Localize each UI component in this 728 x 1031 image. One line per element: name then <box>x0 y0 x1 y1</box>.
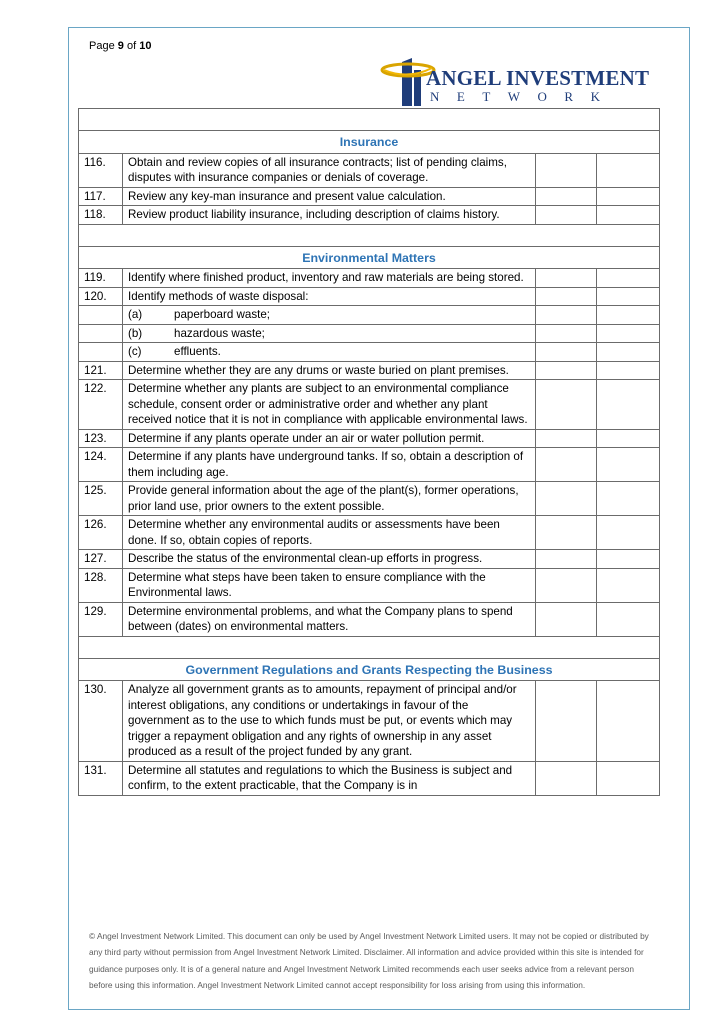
footer-disclaimer: © Angel Investment Network Limited. This document can only be used by Angel Investment Network Limited users. It may not be copied or distributed by any third party without permission from Angel Investment Network Limited. Disclaimer. All information and advice provided within this site is intended for guidance purposes only. It is of a general nature and Angel Investment Network Limited recommends each user seeks advice from a relevant person before using this information. Angel Investment Network Limited cannot accept responsibility for loss arising from using this information. <box>89 931 649 990</box>
spacer-row <box>79 224 660 246</box>
table-row: 129. Determine environmental problems, and what the Company plans to spend between (dates) on environmental matters. <box>79 602 660 636</box>
table-row: 125. Provide general information about the age of the plant(s), former operations, prior land use, prior owners to the extent possible. <box>79 482 660 516</box>
table-row: 131. Determine all statutes and regulations to which the Business is subject and confirm, to the extent practicable, that the Company is in <box>79 761 660 795</box>
table-row-sub: (c) effluents. <box>79 343 660 362</box>
page-number: Page 9 of 10 <box>89 40 152 52</box>
spacer-row <box>79 636 660 658</box>
table-row: 117. Review any key-man insurance and present value calculation. <box>79 187 660 206</box>
table-row: 130. Analyze all government grants as to amounts, repayment of principal and/or interest obligations, any conditions or undertakings in favour of the government as to the use to which funds must be put, or events which may trigger a repayment obligation and any rights of ownership in any asset produced as a result of the project funded by any grant. <box>79 681 660 762</box>
table-row-sub: (a) paperboard waste; <box>79 306 660 325</box>
section-header-environmental: Environmental Matters <box>79 246 660 269</box>
table-row-sub: (b) hazardous waste; <box>79 324 660 343</box>
angel-investment-network-logo <box>380 58 650 108</box>
due-diligence-table <box>78 108 660 796</box>
spacer-row <box>79 109 660 131</box>
table-row: 128. Determine what steps have been taken to ensure compliance with the Environmental laws. <box>79 568 660 602</box>
table-row: 121. Determine whether they are any drums or waste buried on plant premises. <box>79 361 660 380</box>
logo-title: ANGEL INVESTMENT <box>426 66 650 90</box>
table-row: 118. Review product liability insurance, including description of claims history. <box>79 206 660 225</box>
table-row: 116. Obtain and review copies of all insurance contracts; list of pending claims, disputes with insurance companies or denials of coverage. <box>79 153 660 187</box>
section-header-insurance: Insurance <box>79 131 660 154</box>
table-row: 120. Identify methods of waste disposal: <box>79 287 660 306</box>
table-row: 127. Describe the status of the environmental clean-up efforts in progress. <box>79 550 660 569</box>
table-row: 123. Determine if any plants operate under an air or water pollution permit. <box>79 429 660 448</box>
table-row: 119. Identify where finished product, inventory and raw materials are being stored. <box>79 269 660 288</box>
table-row: 126. Determine whether any environmental audits or assessments have been done. If so, obtain copies of reports. <box>79 516 660 550</box>
section-header-government: Government Regulations and Grants Respecting the Business <box>79 658 660 681</box>
table-row: 124. Determine if any plants have underground tanks. If so, obtain a description of them including age. <box>79 448 660 482</box>
table-row: 122. Determine whether any plants are subject to an environmental compliance schedule, consent order or administrative order and whether any plant received notice that it is not in compliance with applicable environmental laws. <box>79 380 660 430</box>
logo-subtitle: NETWORK <box>430 89 618 104</box>
